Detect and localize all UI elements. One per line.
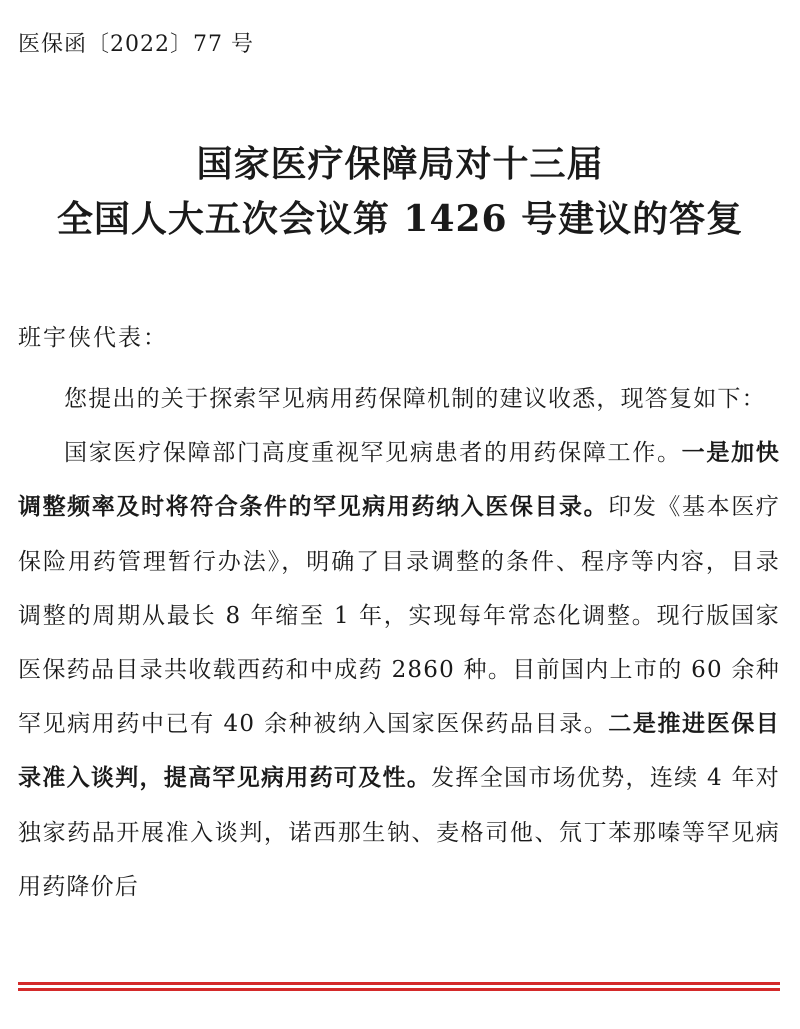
point-one-heading: 一是加快调整频率及时将符合条件的罕见病用药纳入医保目录。 [18,439,780,521]
document-number: 医保函〔2022〕77 号 [18,32,254,57]
paragraph-1: 您提出的关于探索罕见病用药保障机制的建议收悉，现答复如下： [64,386,766,412]
document-title-line-2: 全国人大五次会议第 1426 号建议的答复 [56,198,744,240]
footer-red-rule-bottom [18,988,780,991]
salutation: 班宇侠代表： [18,325,168,351]
footer-red-rule-top [18,982,780,985]
point-one-text: 印发《基本医疗保险用药管理暂行办法》，明确了目录调整的条件、程序等内容，目录调整的周期从最长 8 年缩至 1 年，实现每年常态化调整。现行版国家医保药品目录共收载西药和中成药 2860 种。目前国内上市的 60 余种罕见病用药中已有 40 余种被纳入国家医保药品目录。 [18,494,780,738]
point-two-text: 发挥全国市场优势，连续 4 年对独家药品开展准入谈判，诺西那生钠、麦格司他、氘丁苯那嗪等罕见病用药降价后 [18,765,780,900]
paragraph-2 [18,426,780,914]
paragraph-2-intro: 国家医疗保障部门高度重视罕见病患者的用药保障工作。 [64,440,682,467]
point-two-heading: 二是推进医保目录准入谈判，提高罕见病用药可及性。 [18,710,780,792]
document-title-line-1: 国家医疗保障局对十三届 [196,143,604,185]
document-body [18,372,780,914]
